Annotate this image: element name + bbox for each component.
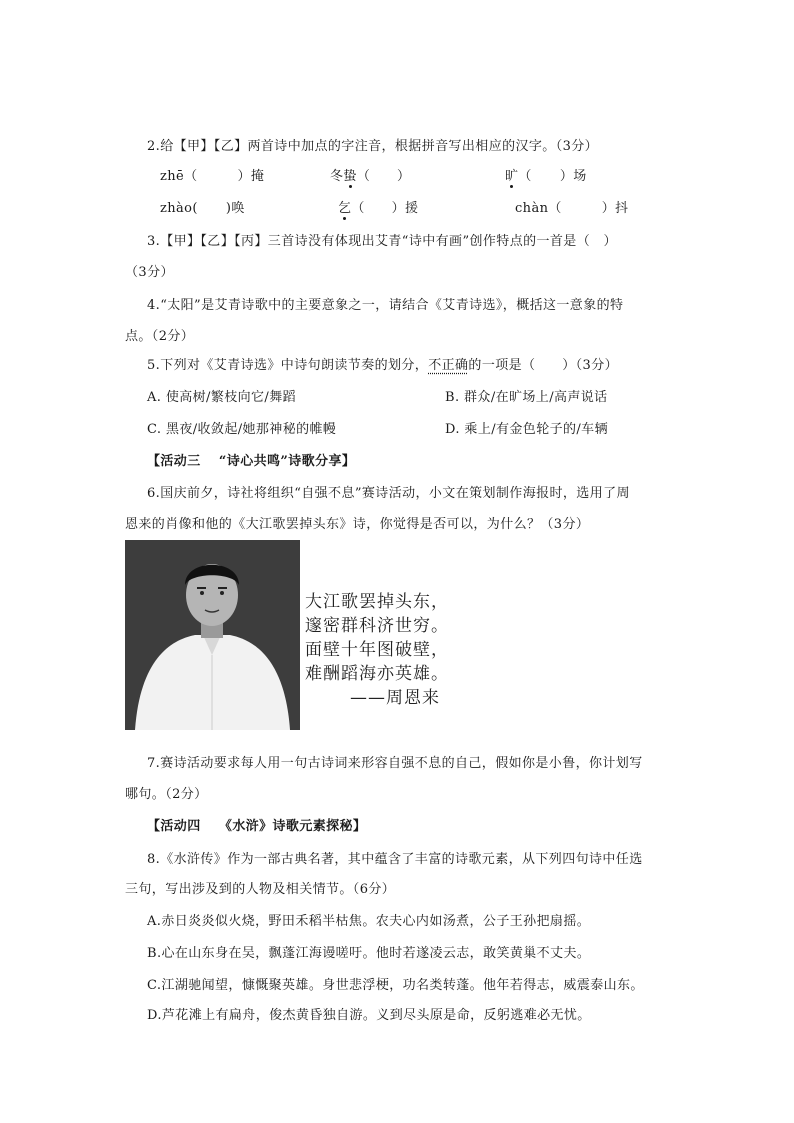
poster-poem bbox=[305, 590, 449, 710]
q8-option-a: A.赤日炎炎似火烧，野田禾稻半枯焦。农夫心内如汤煮，公子王孙把扇摇。 bbox=[147, 914, 591, 929]
poem-line: 面壁十年图破壁， bbox=[305, 640, 449, 660]
q2-row2-c bbox=[515, 197, 629, 216]
q2-row1-c bbox=[505, 165, 587, 184]
q7-line1: 7.赛诗活动要求每人用一句古诗词来形容自强不息的自己，假如你是小鲁，你计划写 bbox=[147, 756, 643, 771]
q5-option-c[interactable]: C. 黑夜/收敛起/她那神秘的帷幔 bbox=[147, 422, 337, 437]
q2-r1-a-after: ）掩 bbox=[237, 169, 265, 184]
q6-line2: 恩来的肖像和他的《大江歌罢掉头东》诗，你觉得是否可以，为什么？（3分） bbox=[125, 517, 590, 532]
q2-row2 bbox=[160, 197, 245, 216]
q2-r1-a-pinyin: zhē（ bbox=[160, 169, 198, 184]
q5-stem bbox=[147, 354, 618, 373]
q2-r2-b-dotted-char: 乞 bbox=[338, 197, 351, 216]
q2-r1-b-before: 冬 bbox=[330, 169, 344, 184]
q4-line2: 点。（2分） bbox=[125, 329, 195, 344]
q8-option-b: B.心在山东身在吴，飘蓬江海谩嗟吁。他时若遂凌云志，敢笑黄巢不丈夫。 bbox=[147, 946, 591, 961]
q4-line1: 4.“太阳”是艾青诗歌中的主要意象之一，请结合《艾青诗选》，概括这一意象的特 bbox=[147, 298, 624, 313]
q3-line1: 3.【甲】【乙】【丙】三首诗没有体现出艾青“诗中有画”创作特点的一首是（ ） bbox=[147, 234, 617, 249]
q8-option-c: C.江湖驰闻望，慷慨聚英雄。身世悲浮梗，功名类转蓬。他年若得志，威震泰山东。 bbox=[147, 978, 644, 993]
q3-line2: （3分） bbox=[125, 265, 174, 280]
q2-r2-a-after: )唤 bbox=[225, 201, 245, 216]
q5-option-b[interactable]: B. 群众/在旷场上/高声说话 bbox=[445, 390, 608, 405]
q5-stem-after: 的一项是（ ）（3分） bbox=[468, 358, 618, 373]
poem-author: ——周恩来 bbox=[350, 688, 440, 708]
q5-stem-before: 5.下列对《艾青诗选》中诗句朗读节奏的划分， bbox=[147, 358, 429, 373]
poem-line: 邃密群科济世穷。 bbox=[305, 616, 449, 636]
q2-row1-b bbox=[330, 165, 410, 184]
portrait-photo bbox=[125, 540, 300, 730]
q5-option-d[interactable]: D. 乘上/有金色轮子的/车辆 bbox=[445, 422, 608, 437]
poem-line: 大江歌罢掉头东， bbox=[305, 592, 449, 612]
poem-line: 难酬蹈海亦英雄。 bbox=[305, 664, 449, 684]
q6-line1: 6.国庆前夕，诗社将组织“自强不息”赛诗活动，小文在策划制作海报时，选用了周 bbox=[147, 486, 630, 501]
q2-r2-c-pinyin: chàn（ bbox=[515, 201, 562, 216]
q2-r2-c-after: ）抖 bbox=[601, 201, 629, 216]
q2-r1-b-dotted-char: 蛰 bbox=[343, 165, 356, 184]
q2-r2-b-after[interactable]: （ ）援 bbox=[351, 201, 419, 216]
q8-line1: 8.《水浒传》作为一部古典名著，其中蕴含了丰富的诗歌元素，从下列四句诗中任选 bbox=[147, 852, 643, 867]
q7-line2: 哪句。（2分） bbox=[125, 787, 208, 802]
activity3-heading: 【活动三 “诗心共鸣”诗歌分享】 bbox=[147, 454, 356, 469]
q8-option-d: D.芦花滩上有扁舟，俊杰黄昏独自游。义到尽头原是命，反躬逃难必无忧。 bbox=[147, 1008, 591, 1023]
q2-row1 bbox=[160, 165, 264, 184]
portrait-figure-icon bbox=[125, 540, 300, 730]
q2-r1-c-dotted-char: 旷 bbox=[505, 165, 518, 184]
q2-stem: 2.给【甲】【乙】两首诗中加点的字注音，根据拼音写出相应的汉字。（3分） bbox=[147, 139, 599, 154]
activity4-heading: 【活动四 《水浒》诗歌元素探秘】 bbox=[147, 819, 367, 834]
q2-r1-c-after: ）场 bbox=[559, 169, 587, 184]
q8-line2: 三句，写出涉及到的人物及相关情节。（6分） bbox=[125, 882, 396, 897]
q2-r2-a-pinyin: zhào( bbox=[160, 201, 198, 216]
q2-r1-b-after[interactable]: （ ） bbox=[356, 169, 411, 184]
q5-option-a[interactable]: A. 使高树/繁枝向它/舞蹈 bbox=[147, 390, 297, 405]
q2-row2-b bbox=[338, 197, 418, 216]
q2-r1-c-open: （ bbox=[518, 169, 532, 184]
q5-stem-emphasis: 不正确 bbox=[428, 358, 469, 373]
